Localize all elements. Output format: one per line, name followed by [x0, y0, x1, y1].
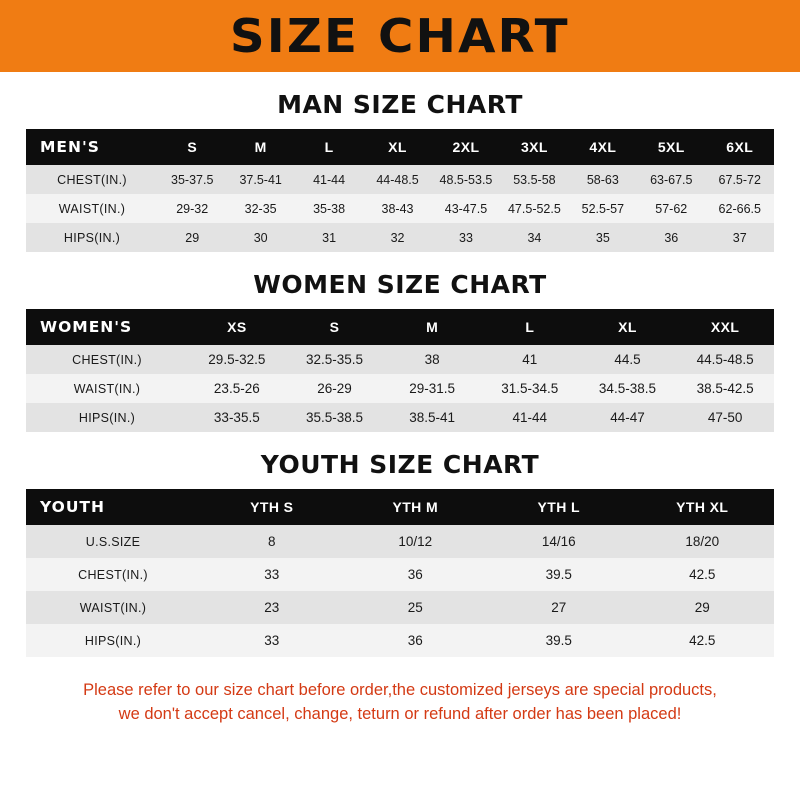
column-header: 6XL: [706, 129, 775, 165]
table-cell: 31: [295, 223, 363, 252]
table-cell: 48.5-53.5: [432, 165, 500, 194]
footer-note-line-2: we don't accept cancel, change, teturn or refund after order has been placed!: [118, 704, 682, 723]
table-cell: 37.5-41: [226, 165, 294, 194]
table-cell: 39.5: [487, 624, 631, 657]
table-header-row: [26, 309, 774, 345]
table-cell: 53.5-58: [500, 165, 568, 194]
column-header: XL: [363, 129, 431, 165]
footer-note-line-1: Please refer to our size chart before order,the customized jerseys are special products,: [83, 681, 717, 699]
table-row: [26, 624, 774, 657]
table-cell: 44-47: [579, 403, 677, 432]
table-cell: 44-48.5: [363, 165, 431, 194]
table-cell: 41-44: [481, 403, 579, 432]
footer-note: [26, 679, 774, 727]
column-header: YTH M: [344, 489, 488, 525]
table-cell: 58-63: [569, 165, 637, 194]
column-header: 3XL: [500, 129, 568, 165]
table-row: [26, 591, 774, 624]
table-cell: 38.5-42.5: [676, 374, 774, 403]
table-row: [26, 525, 774, 558]
table-cell: 35.5-38.5: [286, 403, 384, 432]
table-cell: 29: [631, 591, 775, 624]
column-header: S: [158, 129, 226, 165]
row-label: CHEST(IN.): [26, 165, 158, 194]
row-label: CHEST(IN.): [26, 558, 200, 591]
row-label: HIPS(IN.): [26, 403, 188, 432]
women-section-title: WOMEN SIZE CHART: [253, 270, 547, 299]
youth-size-table: [26, 489, 774, 657]
row-label: HIPS(IN.): [26, 223, 158, 252]
table-cell: 8: [200, 525, 344, 558]
table-cell: 39.5: [487, 558, 631, 591]
table-cell: 38.5-41: [383, 403, 481, 432]
column-header: L: [481, 309, 579, 345]
table-cell: 34: [500, 223, 568, 252]
table-cell: 35: [569, 223, 637, 252]
table-cell: 10/12: [344, 525, 488, 558]
table-cell: 29.5-32.5: [188, 345, 286, 374]
column-header: M: [226, 129, 294, 165]
table-cell: 32.5-35.5: [286, 345, 384, 374]
column-header: YTH XL: [631, 489, 775, 525]
table-cell: 25: [344, 591, 488, 624]
table-cell: 42.5: [631, 558, 775, 591]
table-row: [26, 558, 774, 591]
column-header: YTH S: [200, 489, 344, 525]
table-cell: 36: [637, 223, 705, 252]
table-cell: 32: [363, 223, 431, 252]
table-header-row: [26, 129, 774, 165]
table-cell: 43-47.5: [432, 194, 500, 223]
table-cell: 23: [200, 591, 344, 624]
table-cell: 29: [158, 223, 226, 252]
column-header: L: [295, 129, 363, 165]
table-cell: 41: [481, 345, 579, 374]
table-cell: 67.5-72: [706, 165, 775, 194]
table-row: [26, 374, 774, 403]
column-header: M: [383, 309, 481, 345]
table-cell: 34.5-38.5: [579, 374, 677, 403]
column-header: XL: [579, 309, 677, 345]
row-label: WAIST(IN.): [26, 194, 158, 223]
table-cell: 44.5-48.5: [676, 345, 774, 374]
column-header: 2XL: [432, 129, 500, 165]
column-header: S: [286, 309, 384, 345]
table-cell: 47.5-52.5: [500, 194, 568, 223]
column-header: MEN'S: [26, 129, 158, 165]
table-cell: 41-44: [295, 165, 363, 194]
row-label: CHEST(IN.): [26, 345, 188, 374]
table-cell: 36: [344, 624, 488, 657]
youth-section-title: YOUTH SIZE CHART: [260, 450, 540, 479]
row-label: U.S.SIZE: [26, 525, 200, 558]
table-cell: 62-66.5: [706, 194, 775, 223]
table-row: [26, 403, 774, 432]
column-header: XXL: [676, 309, 774, 345]
table-cell: 36: [344, 558, 488, 591]
table-cell: 27: [487, 591, 631, 624]
column-header: WOMEN'S: [26, 309, 188, 345]
table-cell: 29-32: [158, 194, 226, 223]
table-row: [26, 223, 774, 252]
table-cell: 42.5: [631, 624, 775, 657]
table-cell: 33-35.5: [188, 403, 286, 432]
column-header: YOUTH: [26, 489, 200, 525]
table-cell: 31.5-34.5: [481, 374, 579, 403]
table-cell: 33: [432, 223, 500, 252]
table-cell: 57-62: [637, 194, 705, 223]
table-cell: 44.5: [579, 345, 677, 374]
table-header-row: [26, 489, 774, 525]
table-row: [26, 165, 774, 194]
table-cell: 38: [383, 345, 481, 374]
column-header: 4XL: [569, 129, 637, 165]
table-cell: 63-67.5: [637, 165, 705, 194]
table-cell: 38-43: [363, 194, 431, 223]
men-size-table: [26, 129, 774, 252]
column-header: XS: [188, 309, 286, 345]
table-cell: 32-35: [226, 194, 294, 223]
chart-content: [0, 90, 800, 727]
table-cell: 33: [200, 624, 344, 657]
table-cell: 14/16: [487, 525, 631, 558]
table-cell: 35-37.5: [158, 165, 226, 194]
table-cell: 26-29: [286, 374, 384, 403]
column-header: YTH L: [487, 489, 631, 525]
table-cell: 30: [226, 223, 294, 252]
table-cell: 47-50: [676, 403, 774, 432]
table-cell: 18/20: [631, 525, 775, 558]
men-section-title: MAN SIZE CHART: [277, 90, 523, 119]
table-row: [26, 345, 774, 374]
table-row: [26, 194, 774, 223]
page-banner: [0, 0, 800, 72]
row-label: HIPS(IN.): [26, 624, 200, 657]
column-header: 5XL: [637, 129, 705, 165]
table-cell: 52.5-57: [569, 194, 637, 223]
table-cell: 37: [706, 223, 775, 252]
table-cell: 29-31.5: [383, 374, 481, 403]
table-cell: 35-38: [295, 194, 363, 223]
page-title: SIZE CHART: [230, 9, 570, 63]
table-cell: 33: [200, 558, 344, 591]
row-label: WAIST(IN.): [26, 374, 188, 403]
row-label: WAIST(IN.): [26, 591, 200, 624]
women-size-table: [26, 309, 774, 432]
table-cell: 23.5-26: [188, 374, 286, 403]
